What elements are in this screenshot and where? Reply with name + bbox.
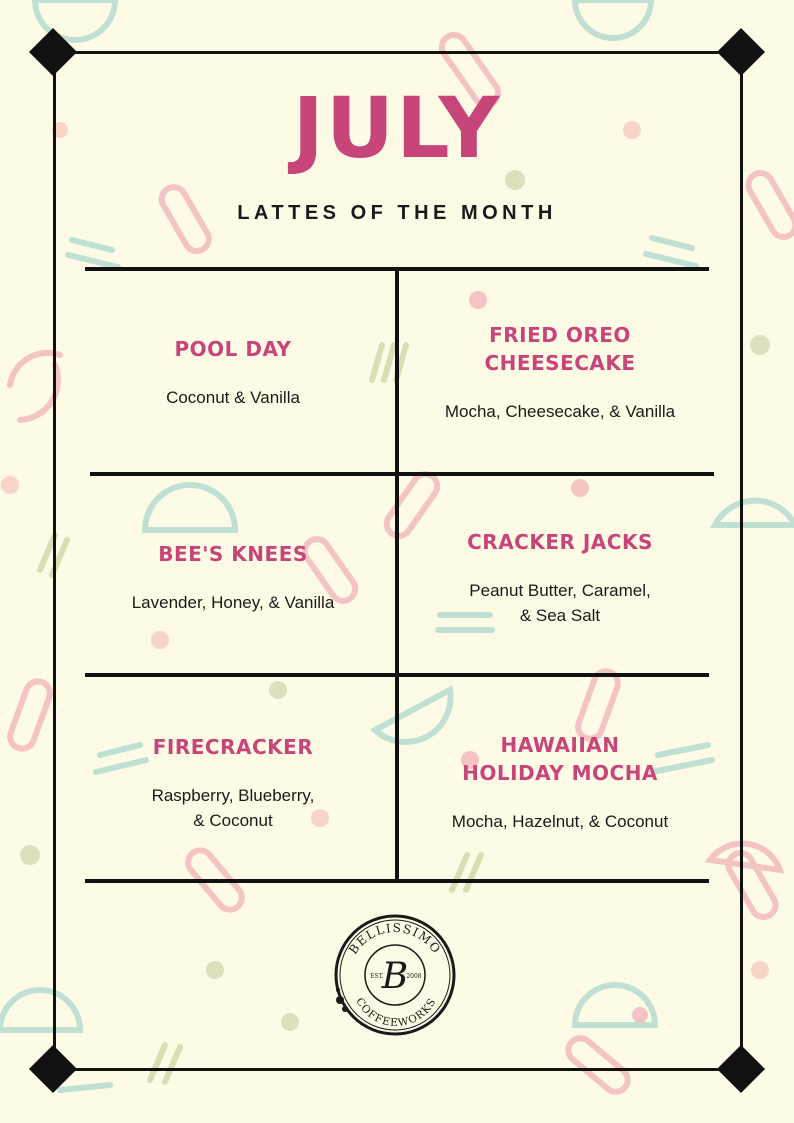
grid-rule-row1 (90, 472, 714, 476)
logo-brand-bottom: COFFEEWORKS (353, 995, 439, 1030)
logo-est: EST. (370, 973, 384, 980)
page-subtitle: LATTES OF THE MONTH (237, 202, 557, 224)
latte-description: Coconut & Vanilla (166, 388, 300, 407)
latte-card-pool-day (85, 285, 381, 460)
latte-name: POOL DAY (174, 337, 292, 361)
latte-card-cracker-jacks (410, 490, 710, 665)
latte-description: Lavender, Honey, & Vanilla (131, 593, 335, 612)
latte-name: FRIED OREO CHEESECAKE (484, 323, 636, 375)
latte-name: HAWAIIAN HOLIDAY MOCHA (462, 733, 658, 785)
grid-rule-vertical (395, 267, 399, 883)
latte-description: Raspberry, Blueberry, & Coconut (151, 785, 315, 830)
latte-name: CRACKER JACKS (467, 529, 653, 554)
page-title: JULY (292, 79, 502, 177)
latte-name: BEE'S KNEES (158, 542, 308, 566)
bellissimo-coffeeworks-logo (332, 912, 457, 1037)
latte-card-hawaiian-holiday-mocha (410, 695, 710, 870)
latte-card-fried-oreo-cheesecake (410, 285, 710, 460)
logo-monogram: B (381, 956, 409, 997)
latte-description: Peanut Butter, Caramel, & Sea Salt (469, 580, 651, 625)
latte-description: Mocha, Cheesecake, & Vanilla (444, 402, 676, 421)
frame-top (53, 51, 743, 54)
latte-name: FIRECRACKER (152, 734, 314, 759)
latte-card-firecracker (85, 695, 381, 870)
latte-description: Mocha, Hazelnut, & Coconut (451, 812, 669, 831)
latte-card-bees-knees (85, 490, 381, 665)
logo-brand-top: BELLISSIMO (345, 920, 444, 957)
logo-year: 2008 (406, 973, 422, 980)
frame-bottom (53, 1068, 743, 1071)
